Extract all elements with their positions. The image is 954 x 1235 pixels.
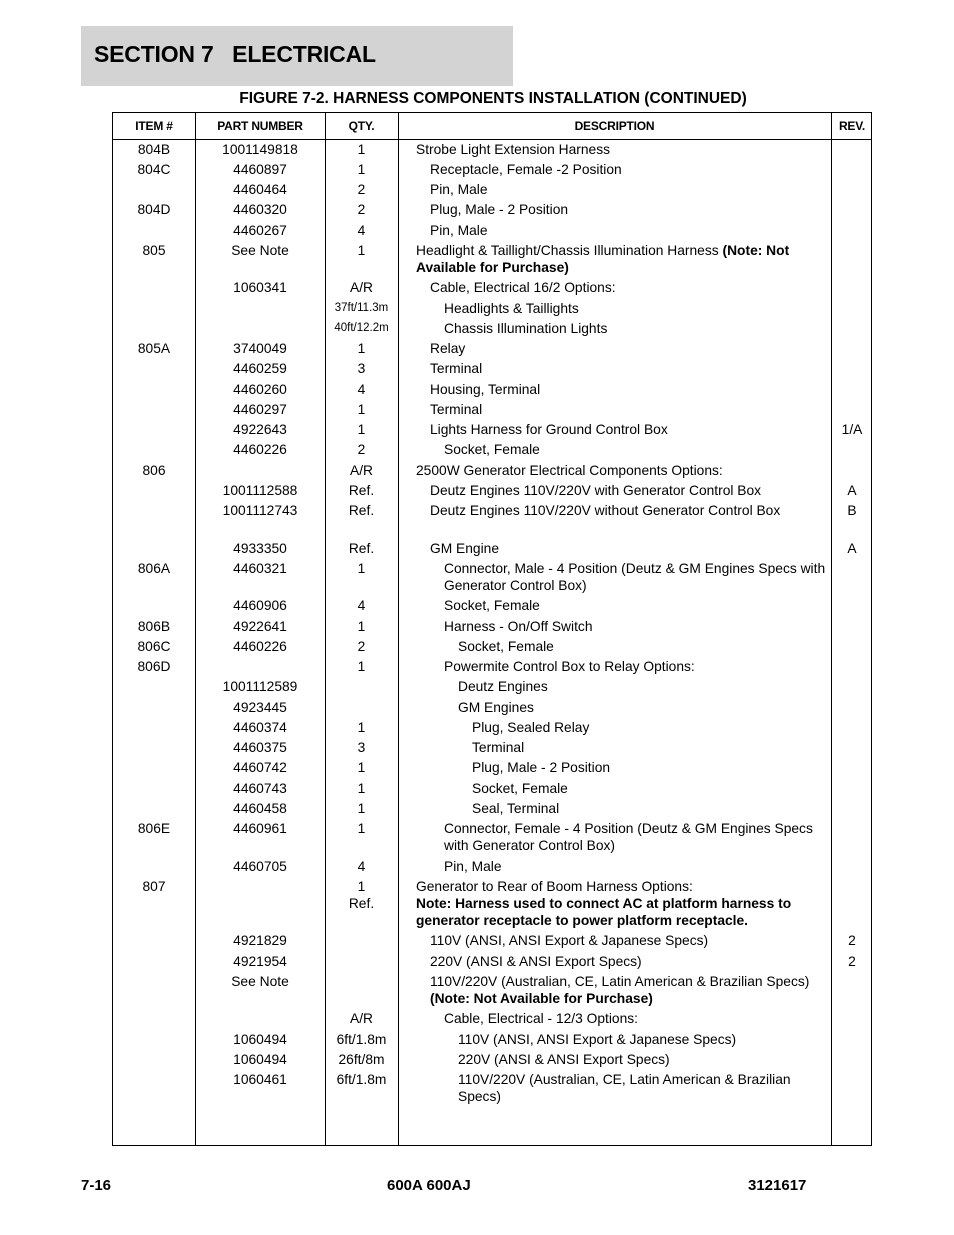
description-text: 110V/220V (Australian, CE, Latin American & Brazilian Specs) <box>430 974 810 989</box>
column-header-description: DESCRIPTION <box>574 119 655 133</box>
quantity-line: Ref. <box>348 896 375 911</box>
description <box>416 1031 828 1048</box>
description-text: Generator to Rear of Boom Harness Options: <box>416 879 693 894</box>
description <box>416 1010 828 1027</box>
part-number: 4460260 <box>233 382 287 397</box>
description <box>416 360 828 377</box>
quantity: Ref. <box>348 503 375 518</box>
description <box>416 658 828 675</box>
quantity: 4 <box>357 598 366 613</box>
quantity: 1 <box>357 422 366 437</box>
header-divider <box>113 139 871 140</box>
quantity: A/R <box>350 463 373 478</box>
description-text: Plug, Male - 2 Position <box>430 202 569 217</box>
description-note: Note: Harness used to connect AC at platform harness to generator receptacle to power platform receptacle. <box>416 896 792 928</box>
description <box>416 780 828 797</box>
description-text: Deutz Engines 110V/220V with Generator Control Box <box>430 483 762 498</box>
part-number: 1001112588 <box>222 483 298 498</box>
description-text: Pin, Male <box>444 859 502 874</box>
column-header-part-number: PART NUMBER <box>217 119 303 133</box>
description <box>416 699 828 716</box>
description <box>416 242 828 276</box>
quantity: 40ft/12.2m <box>334 322 389 334</box>
description-text: Terminal <box>430 402 483 417</box>
figure-title: FIGURE 7-2. HARNESS COMPONENTS INSTALLATION (CONTINUED) <box>239 90 747 107</box>
quantity: 2 <box>357 182 366 197</box>
description <box>416 181 828 198</box>
column-header-qty: QTY. <box>348 119 375 133</box>
item-number: 806 <box>142 463 166 478</box>
quantity: 1 <box>357 142 366 157</box>
description <box>416 932 828 949</box>
description <box>416 502 828 519</box>
item-number: 806A <box>137 561 171 576</box>
description-text: Deutz Engines <box>458 679 548 694</box>
description <box>416 1071 828 1105</box>
quantity: 2 <box>357 442 366 457</box>
description-note: (Note: Not Available for Purchase) <box>416 243 790 275</box>
part-number: 4460705 <box>233 859 287 874</box>
part-number: 4921954 <box>233 954 287 969</box>
description-text: Headlight & Taillight/Chassis Illumination Harness <box>416 243 719 258</box>
quantity: 2 <box>357 202 366 217</box>
column-header-rev: REV. <box>838 119 866 133</box>
description-text: Cable, Electrical 16/2 Options: <box>430 280 616 295</box>
quantity: 3 <box>357 740 366 755</box>
description-text: Pin, Male <box>430 182 488 197</box>
item-number: 806E <box>137 821 171 836</box>
description-text: GM Engine <box>430 541 500 556</box>
item-number: 804D <box>137 202 171 217</box>
part-number: 1001112589 <box>222 679 298 694</box>
item-number: 805A <box>137 341 171 356</box>
quantity: 3 <box>357 361 366 376</box>
description <box>416 820 828 854</box>
section-title: SECTION 7 ELECTRICAL <box>94 41 376 67</box>
description <box>416 279 828 296</box>
description-note: (Note: Not Available for Purchase) <box>430 991 653 1006</box>
description-text: Pin, Male <box>430 223 488 238</box>
part-number: 4460375 <box>233 740 287 755</box>
description-text: 220V (ANSI & ANSI Export Specs) <box>458 1052 670 1067</box>
item-number: 806B <box>137 619 171 634</box>
model-number: 600A 600AJ <box>387 1177 471 1194</box>
description-text: 110V (ANSI, ANSI Export & Japanese Specs) <box>458 1032 737 1047</box>
description-text: Deutz Engines 110V/220V without Generator Control Box <box>430 503 781 518</box>
description-text: Receptacle, Female -2 Position <box>430 162 622 177</box>
description <box>416 441 828 458</box>
description <box>416 800 828 817</box>
description-text: 110V/220V (Australian, CE, Latin American & Brazilian Specs) <box>458 1072 791 1104</box>
part-number: 4460897 <box>233 162 287 177</box>
description-text: Lights Harness for Ground Control Box <box>430 422 668 437</box>
description-text: Connector, Male - 4 Position (Deutz & GM Engines Specs with Generator Control Box) <box>444 561 826 593</box>
section-header-band <box>81 26 513 86</box>
quantity: 26ft/8m <box>338 1052 385 1067</box>
description-text: GM Engines <box>458 700 534 715</box>
quantity: 6ft/1.8m <box>336 1072 387 1087</box>
quantity: 1 <box>357 760 366 775</box>
description-text: 220V (ANSI & ANSI Export Specs) <box>430 954 642 969</box>
description <box>416 201 828 218</box>
quantity: 1 <box>357 243 366 258</box>
quantity: 6ft/1.8m <box>336 1032 387 1047</box>
description-text: Housing, Terminal <box>430 382 541 397</box>
part-number: 4460226 <box>233 639 287 654</box>
description <box>416 739 828 756</box>
quantity: 1 <box>357 801 366 816</box>
quantity: 1 <box>357 561 366 576</box>
part-number: 4460906 <box>233 598 287 613</box>
quantity: 37ft/11.3m <box>334 302 389 314</box>
part-number: 4460458 <box>233 801 287 816</box>
revision: B <box>847 503 857 518</box>
part-number: 4460321 <box>233 561 287 576</box>
item-number: 806C <box>137 639 171 654</box>
description-text: Chassis Illumination Lights <box>444 321 608 336</box>
quantity: A/R <box>350 280 373 295</box>
item-number: 804C <box>137 162 171 177</box>
quantity: 1 <box>357 720 366 735</box>
description-text: Terminal <box>472 740 525 755</box>
part-number: 1001149818 <box>222 142 298 157</box>
description <box>416 340 828 357</box>
description-text: Seal, Terminal <box>472 801 560 816</box>
part-number: 4460743 <box>233 781 287 796</box>
description-text: Strobe Light Extension Harness <box>416 142 611 157</box>
description <box>416 401 828 418</box>
quantity: 1 <box>357 781 366 796</box>
description <box>416 759 828 776</box>
quantity: 4 <box>357 859 366 874</box>
quantity: 1 <box>357 341 366 356</box>
quantity: 1 <box>357 619 366 634</box>
part-number: 4460464 <box>233 182 287 197</box>
item-number: 804B <box>137 142 171 157</box>
part-number: 4933350 <box>233 541 287 556</box>
description-text: Harness - On/Off Switch <box>444 619 593 634</box>
description-text: Terminal <box>430 361 483 376</box>
description-text: Relay <box>430 341 466 356</box>
description-text: Plug, Sealed Relay <box>472 720 590 735</box>
description <box>416 597 828 614</box>
description <box>416 953 828 970</box>
part-number: 4460259 <box>233 361 287 376</box>
quantity: 1 <box>357 162 366 177</box>
part-number: 4923445 <box>233 700 287 715</box>
part-number: 4922643 <box>233 422 287 437</box>
revision: 2 <box>848 933 856 948</box>
description <box>416 300 828 317</box>
part-number: 4922641 <box>233 619 287 634</box>
quantity-line: 1 <box>357 879 366 894</box>
description <box>416 141 828 158</box>
part-number: 1060494 <box>233 1032 287 1047</box>
description <box>416 161 828 178</box>
part-number: 4921829 <box>233 933 287 948</box>
description <box>416 381 828 398</box>
description-text: Socket, Female <box>458 639 554 654</box>
quantity: Ref. <box>348 483 375 498</box>
description <box>416 421 828 438</box>
description-text: Socket, Female <box>444 598 540 613</box>
description <box>416 1051 828 1068</box>
part-number: 1001112743 <box>222 503 298 518</box>
description-text: 110V (ANSI, ANSI Export & Japanese Specs) <box>430 933 709 948</box>
description <box>416 222 828 239</box>
part-number: 4460374 <box>233 720 287 735</box>
part-number: 4460297 <box>233 402 287 417</box>
description <box>416 638 828 655</box>
document-number: 3121617 <box>748 1177 807 1194</box>
part-number: 1060461 <box>233 1072 287 1087</box>
revision: 1/A <box>841 422 863 437</box>
quantity: 1 <box>357 402 366 417</box>
description <box>416 618 828 635</box>
description-text: Socket, Female <box>444 442 540 457</box>
part-number: 4460267 <box>233 223 287 238</box>
column-divider <box>398 113 399 1145</box>
column-header-item: ITEM # <box>135 119 173 133</box>
revision: 2 <box>848 954 856 969</box>
description <box>416 973 828 1007</box>
quantity: 2 <box>357 639 366 654</box>
quantity: 1 <box>357 659 366 674</box>
item-number: 805 <box>142 243 166 258</box>
description-text: Plug, Male - 2 Position <box>472 760 611 775</box>
quantity: A/R <box>350 1011 373 1026</box>
part-number: 4460961 <box>233 821 287 836</box>
part-number: 3740049 <box>233 341 287 356</box>
description <box>416 320 828 337</box>
description <box>416 540 828 557</box>
description-text: Powermite Control Box to Relay Options: <box>444 659 695 674</box>
revision: A <box>847 483 857 498</box>
column-divider <box>831 113 832 1145</box>
item-number: 807 <box>142 879 166 894</box>
page-number: 7-16 <box>81 1177 112 1194</box>
quantity: Ref. <box>348 541 375 556</box>
part-number: 4460742 <box>233 760 287 775</box>
part-number: 4460226 <box>233 442 287 457</box>
description-text: Cable, Electrical - 12/3 Options: <box>444 1011 639 1026</box>
quantity: 4 <box>357 382 366 397</box>
item-number: 806D <box>137 659 171 674</box>
description <box>416 462 828 479</box>
part-number: 1060341 <box>233 280 287 295</box>
description <box>416 678 828 695</box>
description-text: Headlights & Taillights <box>444 301 579 316</box>
part-number: 4460320 <box>233 202 287 217</box>
parts-table <box>112 112 872 1146</box>
description <box>416 878 828 929</box>
part-number: See Note <box>231 243 289 258</box>
quantity: 4 <box>357 223 366 238</box>
description-text: Socket, Female <box>472 781 568 796</box>
description <box>416 858 828 875</box>
part-number: 1060494 <box>233 1052 287 1067</box>
description-text: 2500W Generator Electrical Components Options: <box>416 463 723 478</box>
quantity <box>325 878 398 912</box>
description <box>416 560 828 594</box>
revision: A <box>847 541 857 556</box>
description-text: Connector, Female - 4 Position (Deutz & GM Engines Specs with Generator Control Box) <box>444 821 813 853</box>
part-number: See Note <box>231 974 289 989</box>
quantity: 1 <box>357 821 366 836</box>
description <box>416 482 828 499</box>
description <box>416 719 828 736</box>
